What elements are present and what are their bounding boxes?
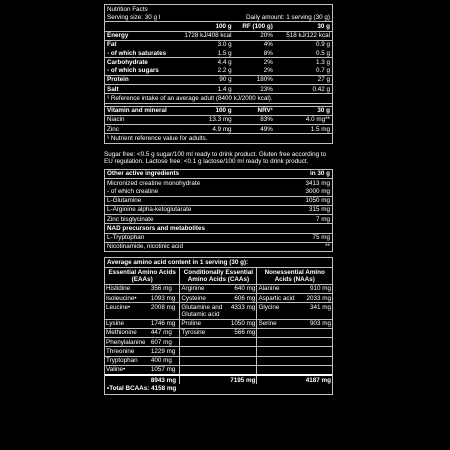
row-niacin: Niacin 13.3 mg 83% 4.0 mg**: [107, 116, 330, 124]
row-protein: Protein 90 g 180% 27 g: [107, 76, 330, 84]
amino-name: Threonine: [105, 347, 150, 356]
daily-amount: Daily amount: 1 serving (30 g): [246, 13, 330, 21]
amino-value: 1050 mg: [228, 319, 257, 328]
amino-value: 2008 mg: [150, 303, 180, 319]
amino-name: [257, 356, 301, 365]
row-zinc: Zinc 4.9 mg 49% 1.5 mg: [107, 125, 330, 133]
amino-value: 1057 mg: [150, 365, 180, 375]
amino-name: Histidine: [105, 284, 150, 293]
amino-name: [257, 338, 301, 347]
amino-value: [228, 338, 257, 347]
amino-value: 1746 mg: [150, 319, 180, 328]
facts-title: Nutrition Facts: [107, 5, 148, 13]
col-100g: 100 g: [215, 22, 232, 30]
amino-name: [257, 328, 301, 337]
row-sugars: - of which sugars 2.2 g 2% 0.7 g: [107, 67, 330, 75]
row-fat: Fat 3.0 g 4% 0.9 g: [107, 41, 330, 49]
amino-value: [301, 328, 332, 337]
amino-name: Tyrosine: [180, 328, 228, 337]
amino-name: Tryptophan: [105, 356, 150, 365]
amino-name: Methionine: [105, 328, 150, 337]
active-ingredients-table: Other active ingredients in 30 g Micronized creatine monohydrate 3413 mg - of which creatine 3000 mg L-Glutamine 1050 mg L-Arginine alpha-ketoglutarate 315 mg Zinc bisglycinate 7 mg NAD precursors and metabolites L-Tryptophan 75 mg Nicotinamide, nicotinic acid **: [104, 169, 333, 252]
amino-value: 566 mg: [228, 328, 257, 337]
col-30g: 30 g: [317, 22, 330, 30]
row-energy: Energy 1728 kJ/408 kcal 20% 518 kJ/122 kcal: [107, 32, 330, 40]
amino-row: [105, 319, 332, 328]
amino-value: 4333 mg: [228, 303, 257, 319]
label: [104, 4, 333, 400]
amino-name: Serine: [257, 319, 301, 328]
bcaa-total: •Total BCAAs: 4158 mg: [107, 385, 177, 393]
amino-name: Glutamine and Glutamic acid: [180, 303, 228, 319]
amino-value: 356 mg: [150, 284, 180, 293]
active-header: Other active ingredients: [107, 170, 180, 178]
total-naa: 4187 mg: [305, 376, 331, 384]
amino-value: 910 mg: [301, 284, 332, 293]
col-rf: RF (100 g): [242, 22, 273, 30]
amino-name: Proline: [180, 319, 228, 328]
amino-value: 341 mg: [301, 303, 332, 319]
amino-name: Glycine: [257, 303, 301, 319]
amino-value: [228, 356, 257, 365]
amino-row: [105, 347, 332, 356]
amino-value: 903 mg: [301, 319, 332, 328]
amino-name: [257, 347, 301, 356]
amino-value: 400 mg: [150, 356, 180, 365]
nad-header: NAD precursors and metabolites: [107, 224, 205, 232]
amino-value: 2033 mg: [301, 294, 332, 303]
amino-row: [105, 284, 332, 293]
amino-title: Average amino acid content in 1 serving (30 g):: [105, 258, 332, 268]
amino-row: [105, 294, 332, 303]
amino-row: [105, 303, 332, 319]
nrv-note: ¹ Nutrient reference value for adults.: [107, 134, 208, 142]
amino-name: [180, 356, 228, 365]
row-saturates: - of which saturates 1.5 g 8% 0.5 g: [107, 49, 330, 57]
amino-value: 606 mg: [228, 294, 257, 303]
amino-name: Arginine: [180, 284, 228, 293]
amino-row: [105, 365, 332, 375]
amino-name: Aspartic acid: [257, 294, 301, 303]
amino-name: Valine•: [105, 365, 150, 375]
amino-name: [180, 347, 228, 356]
amino-name: Cysteine: [180, 294, 228, 303]
amino-name: Lysine: [105, 319, 150, 328]
amino-name: Isoleucine•: [105, 294, 150, 303]
amino-value: [228, 365, 257, 375]
amino-row: [105, 328, 332, 337]
amino-value: [301, 356, 332, 365]
amino-value: 640 mg: [228, 284, 257, 293]
amino-value: 1093 mg: [150, 294, 180, 303]
total-eaa: 8943 mg: [150, 375, 180, 384]
amino-name: Alanine: [257, 284, 301, 293]
serving-size: Serving size: 30 g l: [107, 13, 161, 21]
amino-row: [105, 338, 332, 347]
amino-row: [105, 356, 332, 365]
amino-name: [180, 338, 228, 347]
head-eaa: Essential Amino Acids (EAAs): [105, 268, 180, 284]
amino-acid-table: [104, 257, 333, 395]
vitamin-header: Vitamin and mineral: [105, 106, 176, 115]
ri-note: ¹ Reference intake of an average adult (8400 kJ/2000 kcal).: [107, 94, 273, 102]
row-salt: Salt 1.4 g 23% 0.42 g: [107, 85, 330, 93]
head-caa: Conditionally Essential Amino Acids (CAAs): [180, 268, 257, 284]
amino-value: [301, 365, 332, 375]
amino-name: [180, 365, 228, 375]
amino-value: [301, 347, 332, 356]
info-text: Sugar free: <0.5 g sugar/100 ml ready to drink product. Gluten free according to EU regulation. Lactose free: <0.1 g lactose/100 ml ready to drink product.: [104, 150, 327, 165]
amino-value: 447 mg: [150, 328, 180, 337]
nutrition-facts-table: Nutrition Facts Serving size: 30 g l Daily amount: 1 serving (30 g) 100 g RF (100 g) 30 g Energy 1728 kJ/408 kcal 20% 518 kJ/122 kcal Fat 3.0 g 4% 0.9 g - of which saturates 1.5 g 8% 0.5 g Carbohydrate 4.4 g 2% 1.3 g - of which sugars 2.2 g 2% 0.7 g Protein 90 g 180% 27 g Salt 1.4 g 23% 0.42 g ¹ Reference intake of an average adult (8400 kJ/2000 kcal). Vitamin and mineral 100 g NRV¹ 30 g Niacin 13.3 mg 83% 4.0 mg** Zinc 4.9 mg 49% 1.5 mg ¹ Nutrient reference value for adults.: [104, 4, 333, 144]
amino-value: 607 mg: [150, 338, 180, 347]
amino-value: 1229 mg: [150, 347, 180, 356]
row-carbohydrate: Carbohydrate 4.4 g 2% 1.3 g: [107, 58, 330, 66]
amino-value: [301, 338, 332, 347]
amino-name: [257, 365, 301, 375]
total-caa: 7195 mg: [228, 375, 257, 384]
amino-name: Leucine•: [105, 303, 150, 319]
amino-value: [228, 347, 257, 356]
amino-name: Phenylalanine: [105, 338, 150, 347]
head-naa: Nonessential Amino Acids (NAAs): [257, 268, 332, 284]
